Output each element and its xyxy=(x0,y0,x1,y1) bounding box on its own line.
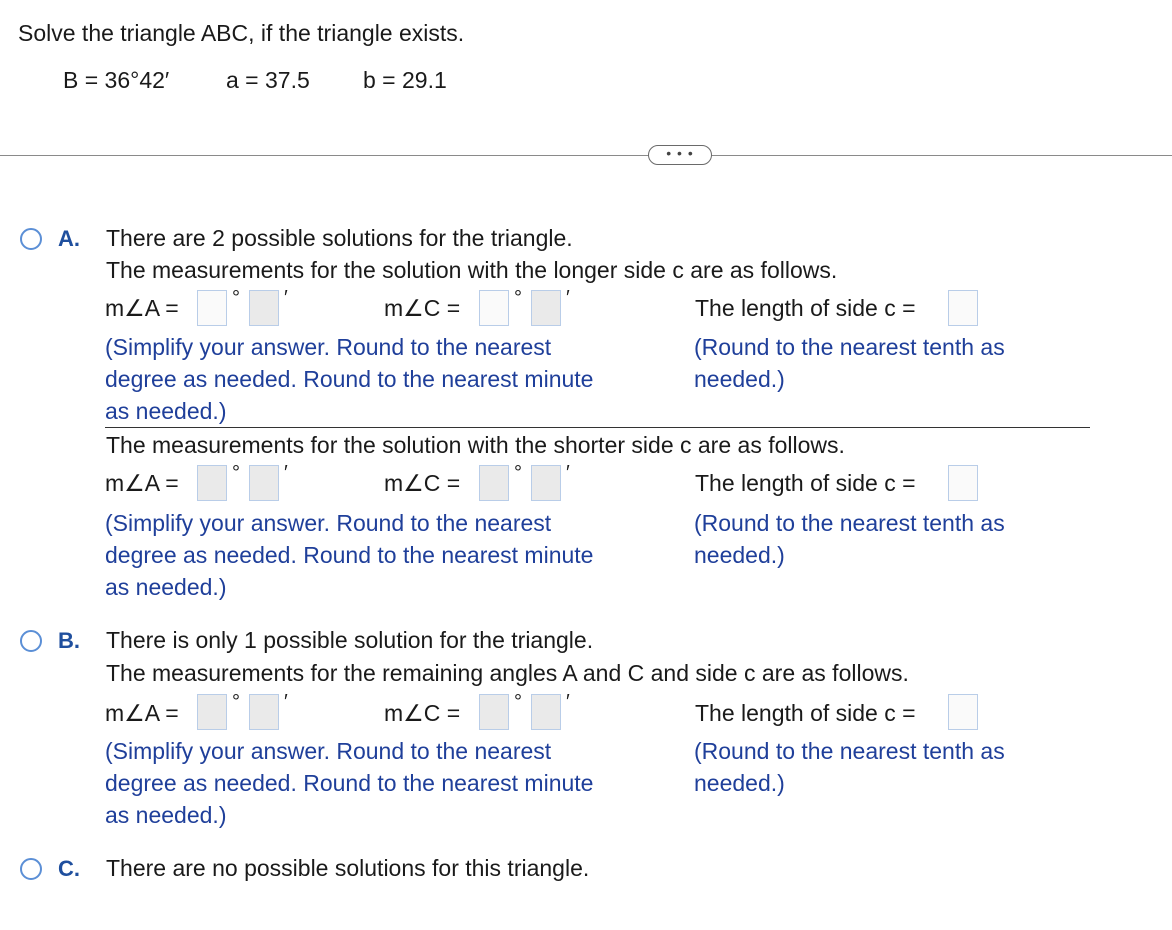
option-b-remaining-heading: The measurements for the remaining angles A and C and side c are as follows. xyxy=(106,660,909,686)
label-side-c: The length of side c = xyxy=(695,295,916,321)
option-a-shorter-heading: The measurements for the solution with the shorter side c are as follows. xyxy=(106,432,845,458)
b-angle-a-minutes-input[interactable] xyxy=(249,694,279,730)
label-angle-a: m∠A = xyxy=(105,470,179,496)
given-side-b: b = 29.1 xyxy=(363,67,447,93)
a1-angle-a-degrees-input[interactable] xyxy=(197,290,227,326)
degree-symbol: ° xyxy=(232,462,240,484)
b-angle-c-minutes-input[interactable] xyxy=(531,694,561,730)
option-c-letter: C. xyxy=(58,856,80,881)
a1-side-c-input[interactable] xyxy=(948,290,978,326)
label-angle-a: m∠A = xyxy=(105,295,179,321)
a2-side-c-input[interactable] xyxy=(948,465,978,501)
hint-side-line1: (Round to the nearest tenth as xyxy=(694,510,1005,536)
degree-symbol: ° xyxy=(232,287,240,309)
option-c-radio[interactable] xyxy=(20,858,42,880)
minute-symbol: ′ xyxy=(284,287,288,309)
a2-angle-c-degrees-input[interactable] xyxy=(479,465,509,501)
a1-angle-a-minutes-input[interactable] xyxy=(249,290,279,326)
option-b-letter: B. xyxy=(58,628,80,653)
question-prompt: Solve the triangle ABC, if the triangle exists. xyxy=(18,20,465,46)
label-side-c: The length of side c = xyxy=(695,470,916,496)
option-a-letter: A. xyxy=(58,226,80,251)
degree-symbol: ° xyxy=(514,691,522,713)
a2-angle-a-degrees-input[interactable] xyxy=(197,465,227,501)
hint-side-line2: needed.) xyxy=(694,366,785,392)
option-c-text: There are no possible solutions for this triangle. xyxy=(106,855,590,881)
option-a-text: There are 2 possible solutions for the triangle. xyxy=(106,225,573,251)
label-angle-c: m∠C = xyxy=(384,470,461,496)
b-side-c-input[interactable] xyxy=(948,694,978,730)
hint-angle-line3: as needed.) xyxy=(105,802,227,828)
minute-symbol: ′ xyxy=(284,691,288,713)
given-angle-b: B = 36°42′ xyxy=(63,67,170,93)
hint-side-line1: (Round to the nearest tenth as xyxy=(694,738,1005,764)
hint-angle-line2: degree as needed. Round to the nearest minute xyxy=(105,770,594,796)
option-a-longer-heading: The measurements for the solution with the longer side c are as follows. xyxy=(106,257,838,283)
degree-symbol: ° xyxy=(232,691,240,713)
hint-side-line2: needed.) xyxy=(694,542,785,568)
label-angle-c: m∠C = xyxy=(384,295,461,321)
a2-angle-a-minutes-input[interactable] xyxy=(249,465,279,501)
hint-angle-line1: (Simplify your answer. Round to the nearest xyxy=(105,510,552,536)
given-side-a: a = 37.5 xyxy=(226,67,310,93)
option-b-radio[interactable] xyxy=(20,630,42,652)
minute-symbol: ′ xyxy=(566,691,570,713)
hint-angle-line3: as needed.) xyxy=(105,398,227,424)
minute-symbol: ′ xyxy=(566,287,570,309)
minute-symbol: ′ xyxy=(566,462,570,484)
label-angle-a: m∠A = xyxy=(105,700,179,726)
hint-angle-line2: degree as needed. Round to the nearest minute xyxy=(105,542,594,568)
option-a-radio[interactable] xyxy=(20,228,42,250)
degree-symbol: ° xyxy=(514,462,522,484)
label-angle-c: m∠C = xyxy=(384,700,461,726)
hint-angle-line3: as needed.) xyxy=(105,574,227,600)
label-side-c: The length of side c = xyxy=(695,700,916,726)
more-options-button[interactable]: • • • xyxy=(648,145,712,165)
b-angle-a-degrees-input[interactable] xyxy=(197,694,227,730)
option-b-text: There is only 1 possible solution for the triangle. xyxy=(106,627,594,653)
hint-side-line1: (Round to the nearest tenth as xyxy=(694,334,1005,360)
a2-angle-c-minutes-input[interactable] xyxy=(531,465,561,501)
degree-symbol: ° xyxy=(514,287,522,309)
minute-symbol: ′ xyxy=(284,462,288,484)
b-angle-c-degrees-input[interactable] xyxy=(479,694,509,730)
hint-side-line2: needed.) xyxy=(694,770,785,796)
solution-divider xyxy=(105,427,1090,428)
hint-angle-line2: degree as needed. Round to the nearest minute xyxy=(105,366,594,392)
hint-angle-line1: (Simplify your answer. Round to the nearest xyxy=(105,334,552,360)
divider xyxy=(0,155,1172,156)
a1-angle-c-degrees-input[interactable] xyxy=(479,290,509,326)
hint-angle-line1: (Simplify your answer. Round to the nearest xyxy=(105,738,552,764)
a1-angle-c-minutes-input[interactable] xyxy=(531,290,561,326)
